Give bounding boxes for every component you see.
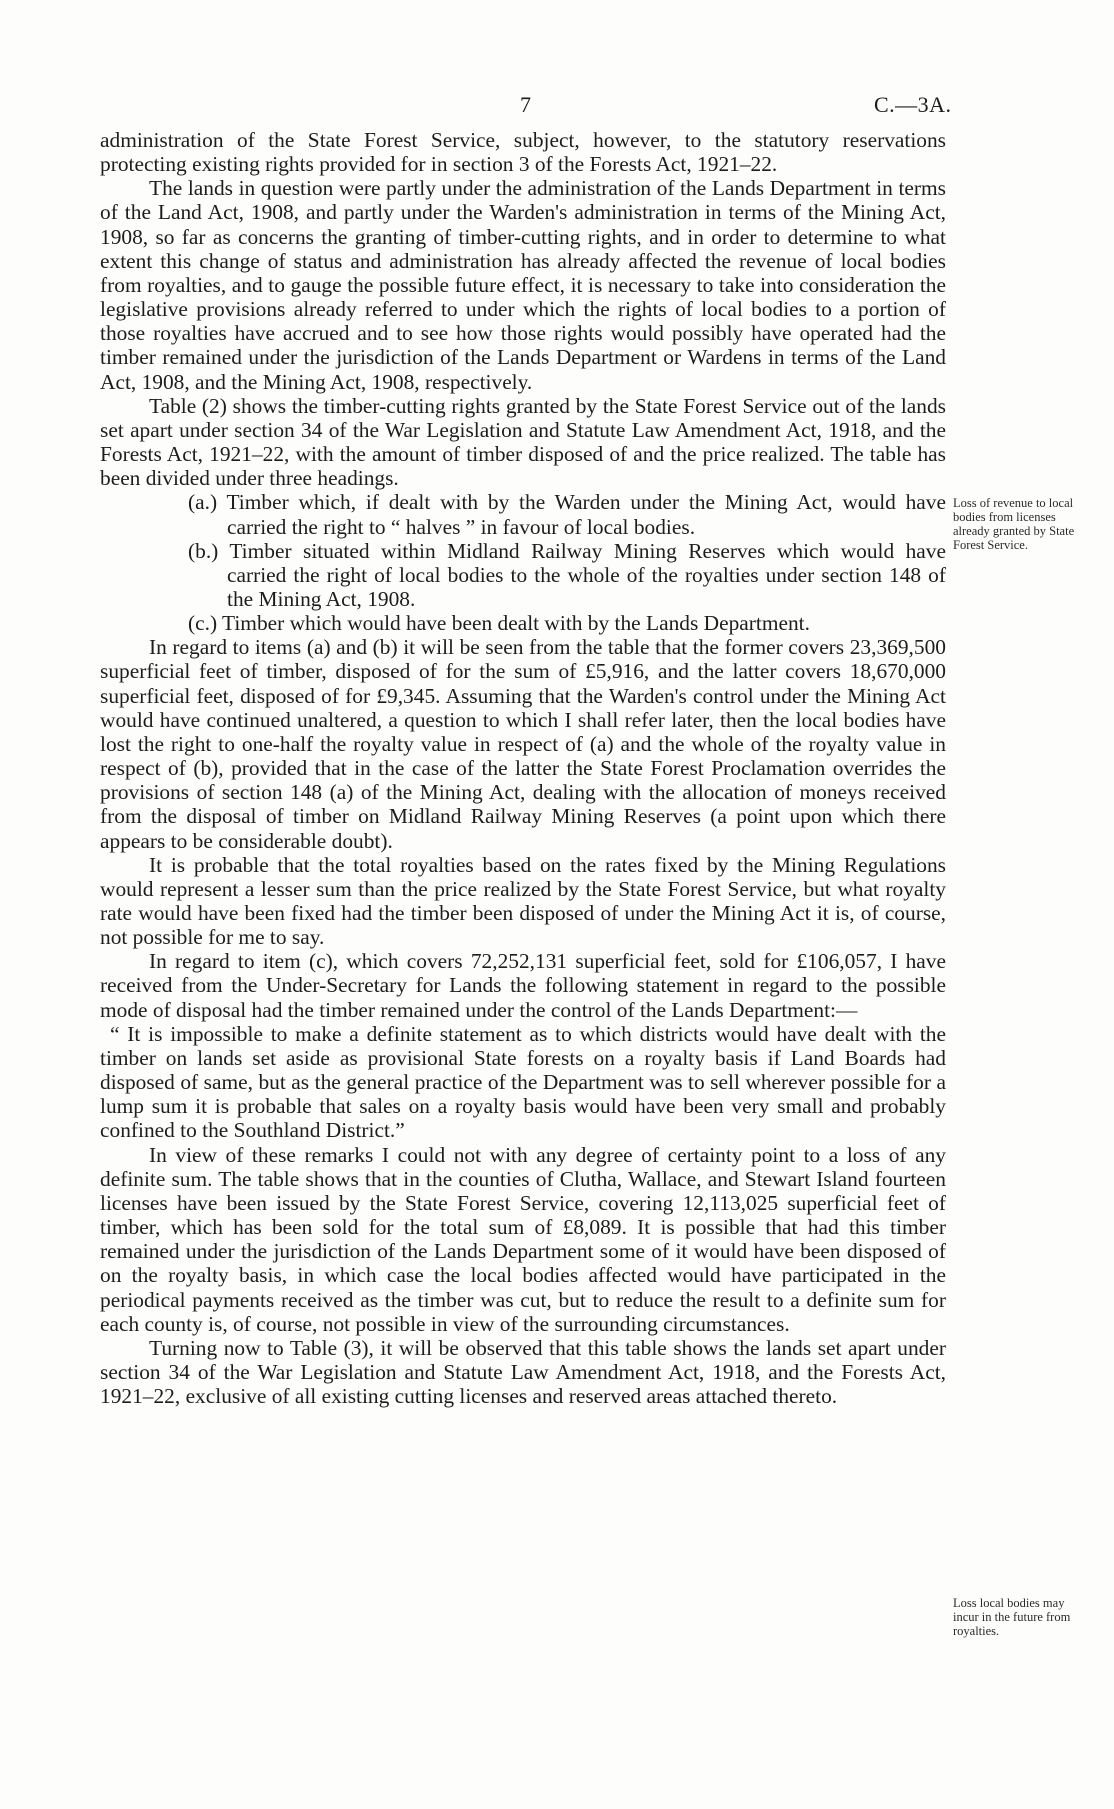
list-item-a: (a.) Timber which, if dealt with by the Warden under the Mining Act, would have carried the right to “ halves ” in favour of local bodies.	[188, 490, 946, 539]
paragraph-table-2: Table (2) shows the timber-cutting rights granted by the State Forest Service out of the lands set apart under section 34 of the War Legislation and Statute Law Amendment Act, 1918, and the Forests Act, 1921–22, with the amount of timber disposed of and the price realized. The table has been divided under three headings.	[100, 393, 946, 491]
margin-note-future-loss: Loss local bodies may incur in the future from royalties.	[953, 1596, 1071, 1638]
page-number: 7	[520, 92, 531, 117]
body-text	[100, 128, 946, 1408]
paragraph-royalties: It is probable that the total royalties based on the rates fixed by the Mining Regulations would represent a lesser sum than the price realized by the State Forest Service, but what royalty rate would have been fixed had the timber been disposed of under the Mining Act it is, of course, not possible for me to say.	[100, 852, 946, 950]
paragraph-continuation: administration of the State Forest Service, subject, however, to the statutory reservations protecting existing rights provided for in section 3 of the Forests Act, 1921–22.	[100, 128, 946, 177]
list-item-c: (c.) Timber which would have been dealt with by the Lands Department.	[188, 611, 810, 636]
quoted-statement: “ It is impossible to make a definite statement as to which districts would have dealt with the timber on lands set aside as provisional State forests on a royalty basis if Land Boards had disposed of same, but as the general practice of the Department was to sell wherever possible for a lump sum it is probable that sales on a royalty basis would have been very small and probably confined to the Southland District.”	[100, 1021, 946, 1143]
list-item-b: (b.) Timber situated within Midland Railway Mining Reserves which would have carried the right of local bodies to the whole of the royalties under section 148 of the Mining Act, 1908.	[188, 538, 946, 611]
paragraph-table-3: Turning now to Table (3), it will be observed that this table shows the lands set apart under section 34 of the War Legislation and Statute Law Amendment Act, 1918, and the Forests Act, 1921–22, exclusive of all existing cutting licenses and reserved areas attached thereto.	[100, 1335, 946, 1409]
paragraph-items-a-b: In regard to items (a) and (b) it will be seen from the table that the former covers 23,369,500 superficial feet of timber, disposed of for the sum of £5,916, and the latter covers 18,670,000 superficial feet, disposed of for £9,345. Assuming that the Warden's control under the Mining Act would have continued unaltered, a question to which I shall refer later, then the local bodies have lost the right to one-half the royalty value in respect of (a) and the whole of the royalty value in respect of (b), provided that in the case of the latter the State Forest Proclamation overrides the provisions of section 148 (a) of the Mining Act, dealing with the allocation of moneys received from the disposal of timber on Midland Railway Mining Reserves (a point upon which there appears to be considerable doubt).	[100, 635, 946, 853]
paragraph-item-c: In regard to item (c), which covers 72,252,131 superficial feet, sold for £106,057, I have received from the Under-Secretary for Lands the following statement in regard to the possible mode of disposal had the timber remained under the control of the Lands Department:—	[100, 949, 946, 1022]
paragraph-lands-administration: The lands in question were partly under the administration of the Lands Department in terms of the Land Act, 1908, and partly under the Warden's administration in terms of the Mining Act, 1908, so far as concerns the granting of timber-cutting rights, and in order to determine to what extent this change of status and administration has already affected the revenue of local bodies from royalties, and to gauge the possible future effect, it is necessary to take into consideration the legislative provisions already referred to under which the rights of local bodies to a portion of those royalties have accrued and to see how those rights would possibly have operated had the timber remained under the jurisdiction of the Lands Department or Wardens in terms of the Land Act, 1908, and the Mining Act, 1908, respectively.	[100, 176, 946, 394]
paragraph-remarks: In view of these remarks I could not with any degree of certainty point to a loss of any definite sum. The table shows that in the counties of Clutha, Wallace, and Stewart Island fourteen licenses have been issued by the State Forest Service, covering 12,113,025 superficial feet of timber, which has been sold for the total sum of £8,089. It is possible that had this timber remained under the jurisdiction of the Lands Department some of it would have been disposed of on the royalty basis, in which case the local bodies affected would have participated in the periodical payments received as the timber was cut, but to reduce the result to a definite sum for each county is, of course, not possible in view of the surrounding circumstances.	[100, 1142, 946, 1336]
document-reference: C.—3A.	[874, 92, 952, 117]
margin-note-loss-of-revenue: Loss of revenue to local bodies from licenses already granted by State Forest Service.	[953, 496, 1075, 552]
